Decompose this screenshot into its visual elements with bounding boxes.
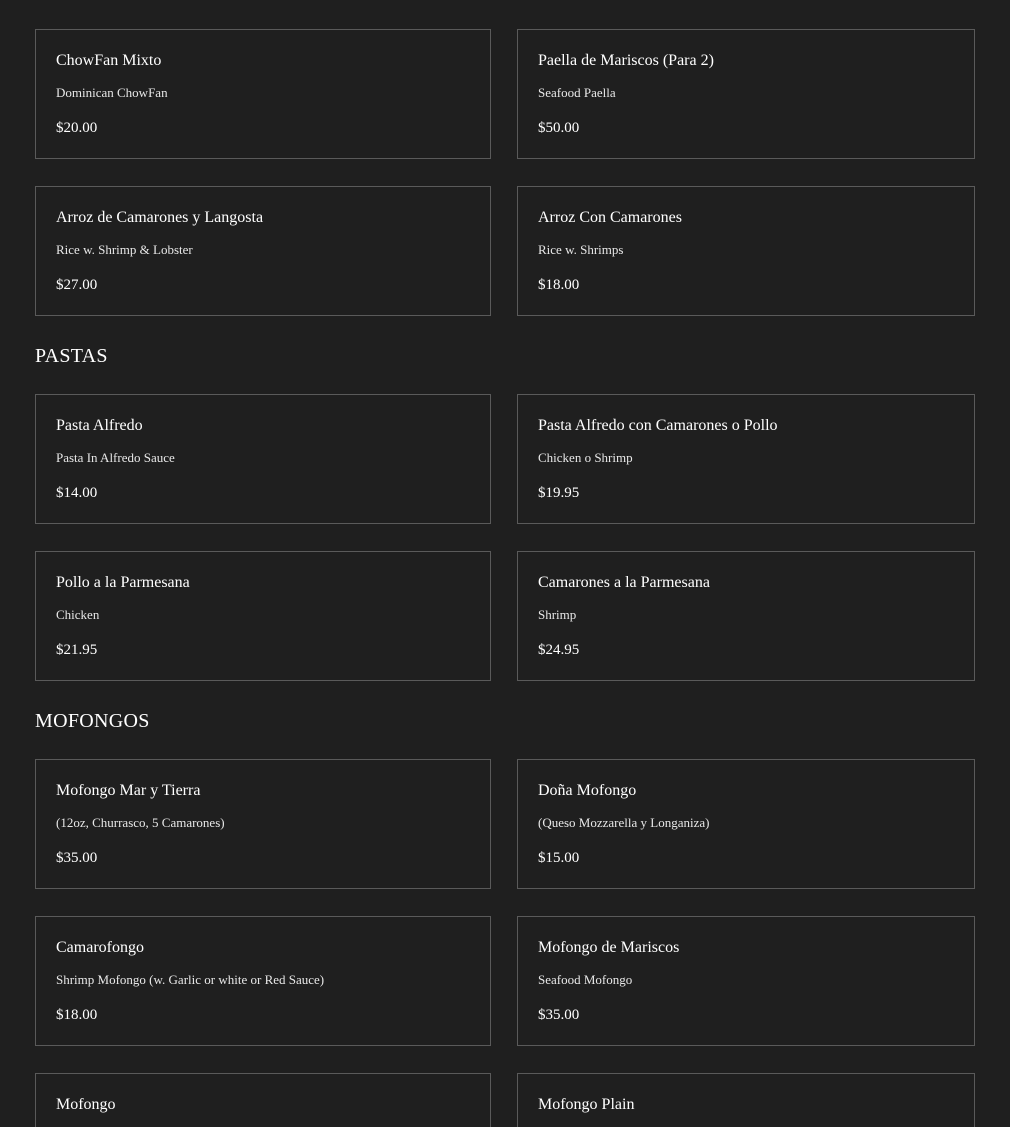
menu-item-price: $21.95 bbox=[56, 642, 98, 658]
menu-item-card[interactable] bbox=[517, 916, 975, 1046]
menu-item-card[interactable] bbox=[35, 394, 491, 524]
menu-item-price: $27.00 bbox=[56, 277, 98, 293]
menu-item-name: Camarofongo bbox=[56, 939, 144, 956]
menu-item-card[interactable] bbox=[35, 186, 491, 316]
menu-item-description: Rice w. Shrimps bbox=[538, 242, 624, 257]
menu-item-name: Arroz Con Camarones bbox=[538, 209, 682, 226]
menu-item-card[interactable] bbox=[517, 551, 975, 681]
menu-item-card[interactable] bbox=[517, 1073, 975, 1127]
menu-item-description: Chicken bbox=[56, 607, 100, 622]
menu-item-description: Seafood Mofongo bbox=[538, 972, 633, 987]
menu-item-card[interactable] bbox=[517, 759, 975, 889]
menu-item-card[interactable] bbox=[35, 1073, 491, 1127]
menu-item-price: $24.95 bbox=[538, 642, 580, 658]
menu-item-card[interactable] bbox=[35, 916, 491, 1046]
menu-item-card[interactable] bbox=[517, 186, 975, 316]
menu-item-description: Shrimp bbox=[538, 607, 577, 622]
menu-item-card[interactable] bbox=[35, 551, 491, 681]
menu-item-price: $35.00 bbox=[538, 1007, 580, 1023]
menu-item-description: (Queso Mozzarella y Longaniza) bbox=[538, 815, 710, 830]
menu-item-card[interactable] bbox=[517, 394, 975, 524]
menu-item-name: Camarones a la Parmesana bbox=[538, 574, 710, 591]
menu-item-description: (12oz, Churrasco, 5 Camarones) bbox=[56, 815, 225, 830]
menu-item-name: Mofongo Mar y Tierra bbox=[56, 782, 201, 799]
menu-item-description: Chicken o Shrimp bbox=[538, 450, 633, 465]
menu-item-description: Pasta In Alfredo Sauce bbox=[56, 450, 175, 465]
menu-item-name: ChowFan Mixto bbox=[56, 52, 162, 69]
menu-item-price: $50.00 bbox=[538, 120, 580, 136]
menu-item-description: Shrimp Mofongo (w. Garlic or white or Red Sauce) bbox=[56, 972, 325, 987]
menu-item-name: Mofongo bbox=[56, 1096, 116, 1113]
menu-item-card[interactable] bbox=[517, 29, 975, 159]
menu-item-name: Paella de Mariscos (Para 2) bbox=[538, 52, 714, 69]
menu-item-name: Doña Mofongo bbox=[538, 782, 637, 799]
menu-item-price: $35.00 bbox=[56, 850, 98, 866]
menu-item-description: Dominican ChowFan bbox=[56, 85, 168, 100]
menu-item-card[interactable] bbox=[35, 759, 491, 889]
menu-item-price: $19.95 bbox=[538, 485, 580, 501]
menu-item-description: Rice w. Shrimp & Lobster bbox=[56, 242, 193, 257]
menu-item-price: $18.00 bbox=[56, 1007, 98, 1023]
menu-item-price: $20.00 bbox=[56, 120, 98, 136]
menu-item-name: Mofongo Plain bbox=[538, 1096, 635, 1113]
menu-item-name: Pasta Alfredo con Camarones o Pollo bbox=[538, 417, 778, 434]
menu-item-card[interactable] bbox=[35, 29, 491, 159]
menu-item-description: Seafood Paella bbox=[538, 85, 616, 100]
menu-item-price: $14.00 bbox=[56, 485, 98, 501]
menu-item-price: $15.00 bbox=[538, 850, 580, 866]
section-title-mofongos: MOFONGOS bbox=[35, 710, 150, 732]
menu-item-name: Mofongo de Mariscos bbox=[538, 939, 680, 956]
menu-item-name: Arroz de Camarones y Langosta bbox=[56, 209, 264, 226]
menu-item-name: Pasta Alfredo bbox=[56, 417, 143, 434]
menu-item-name: Pollo a la Parmesana bbox=[56, 574, 190, 591]
menu-item-price: $18.00 bbox=[538, 277, 580, 293]
section-title-pastas: PASTAS bbox=[35, 345, 108, 367]
